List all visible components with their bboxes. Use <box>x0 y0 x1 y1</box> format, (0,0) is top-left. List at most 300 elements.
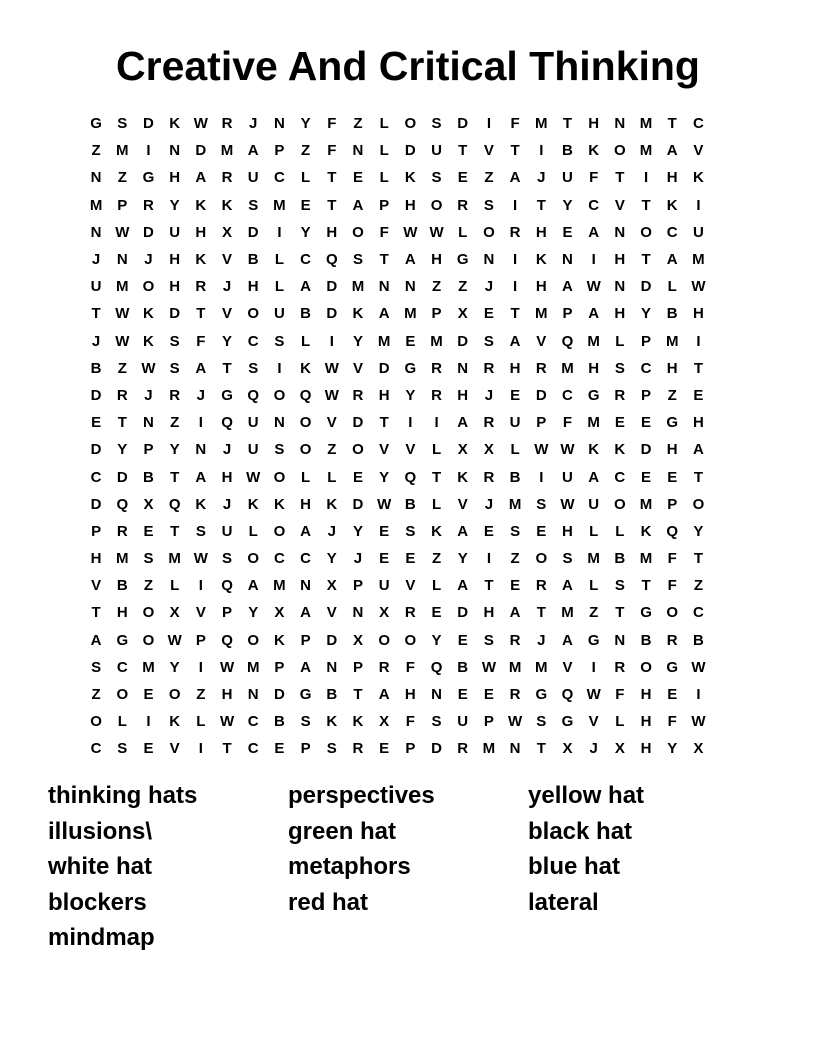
grid-letter: G <box>142 169 155 187</box>
grid-letter: X <box>169 604 180 622</box>
grid-letter: Z <box>117 359 127 377</box>
grid-letter: R <box>483 414 495 432</box>
grid-letter: A <box>90 631 102 649</box>
grid-row <box>83 436 743 463</box>
grid-letter: A <box>588 305 600 323</box>
grid-letter: V <box>326 604 337 622</box>
grid-letter: W <box>246 468 261 486</box>
grid-letter: M <box>561 604 574 622</box>
grid-letter: P <box>562 305 573 323</box>
grid-letter: J <box>144 251 153 269</box>
grid-letter: O <box>404 115 417 133</box>
grid-letter: P <box>300 740 311 758</box>
grid-letter: A <box>378 686 390 704</box>
grid-letter: H <box>535 223 547 241</box>
grid-letter: E <box>510 577 521 595</box>
grid-letter: E <box>143 740 154 758</box>
grid-letter: H <box>300 495 312 513</box>
grid-letter: L <box>301 332 311 350</box>
grid-letter: N <box>614 223 626 241</box>
grid-row <box>83 681 743 708</box>
grid-letter: L <box>431 495 442 513</box>
grid-letter: K <box>169 115 181 133</box>
grid-letter: K <box>352 305 364 323</box>
grid-letter: V <box>91 577 102 595</box>
grid-letter: Y <box>248 604 259 622</box>
grid-letter: M <box>639 115 653 133</box>
grid-letter: E <box>431 604 442 622</box>
grid-letter: T <box>641 196 651 214</box>
grid-letter: R <box>535 359 547 377</box>
grid-letter: E <box>274 740 285 758</box>
grid-letter: R <box>195 278 207 296</box>
grid-letter: G <box>666 658 679 676</box>
grid-letter: M <box>535 305 548 323</box>
grid-letter: D <box>247 223 259 241</box>
grid-letter: D <box>326 278 338 296</box>
grid-letter: F <box>327 115 337 133</box>
grid-letter: Z <box>91 686 101 704</box>
grid-letter: A <box>195 468 207 486</box>
grid-letter: I <box>434 414 439 432</box>
grid-letter: K <box>195 251 207 269</box>
grid-letter: J <box>91 332 101 350</box>
grid-letter: V <box>483 142 494 160</box>
grid-letter: F <box>327 142 337 160</box>
grid-letter: N <box>352 142 364 160</box>
grid-letter: M <box>639 142 653 160</box>
grid-letter: N <box>143 414 154 432</box>
grid-letter: R <box>614 658 626 676</box>
grid-letter: R <box>666 631 678 649</box>
grid-letter: H <box>195 223 207 241</box>
grid-letter: Z <box>301 142 311 160</box>
grid-letter: E <box>457 631 468 649</box>
grid-letter: Q <box>404 468 417 486</box>
grid-letter: Z <box>353 115 363 133</box>
grid-letter: Y <box>352 522 363 540</box>
grid-row <box>83 355 743 382</box>
grid-row <box>83 654 743 681</box>
grid-letter: Z <box>484 169 494 187</box>
grid-letter: J <box>249 115 258 133</box>
grid-letter: M <box>220 142 234 160</box>
grid-letter: U <box>247 441 259 459</box>
grid-letter: S <box>169 332 180 350</box>
grid-letter: W <box>429 223 444 241</box>
grid-letter: F <box>667 713 677 731</box>
grid-letter: S <box>117 115 128 133</box>
grid-letter: O <box>666 604 679 622</box>
grid-letter: Y <box>169 658 180 676</box>
grid-letter: C <box>666 223 678 241</box>
grid-letter: S <box>274 332 285 350</box>
grid-letter: S <box>483 196 494 214</box>
grid-letter: S <box>483 332 494 350</box>
grid-letter: T <box>91 604 101 622</box>
grid-letter: C <box>300 550 312 568</box>
grid-letter: E <box>143 686 154 704</box>
grid-letter: T <box>379 251 389 269</box>
word-list <box>48 778 788 956</box>
grid-letter: T <box>170 522 180 540</box>
grid-letter: S <box>117 740 128 758</box>
grid-letter: P <box>352 577 363 595</box>
grid-letter: H <box>378 386 390 404</box>
grid-letter: O <box>535 550 548 568</box>
grid-letter: Q <box>221 414 233 432</box>
grid-letter: O <box>299 441 312 459</box>
grid-letter: B <box>273 713 285 731</box>
grid-letter: L <box>379 115 389 133</box>
grid-letter: T <box>170 468 180 486</box>
grid-row <box>83 382 743 409</box>
grid-letter: E <box>143 522 154 540</box>
grid-letter: T <box>431 468 442 486</box>
grid-letter: T <box>484 577 494 595</box>
grid-letter: W <box>377 495 392 513</box>
grid-letter: P <box>222 604 233 622</box>
grid-letter: J <box>222 441 232 459</box>
grid-row <box>83 463 743 490</box>
grid-letter: T <box>667 115 677 133</box>
grid-row <box>83 599 743 626</box>
grid-letter: A <box>588 223 600 241</box>
grid-letter: I <box>198 577 203 595</box>
grid-letter: P <box>431 305 442 323</box>
grid-letter: S <box>536 495 547 513</box>
grid-letter: K <box>352 713 364 731</box>
grid-letter: E <box>667 468 678 486</box>
grid-letter: L <box>327 468 337 486</box>
grid-letter: D <box>640 278 652 296</box>
grid-letter: L <box>379 169 389 187</box>
grid-letter: E <box>483 686 494 704</box>
grid-letter: R <box>509 686 521 704</box>
grid-letter: A <box>247 142 259 160</box>
grid-letter: W <box>481 658 496 676</box>
grid-letter: W <box>115 332 130 350</box>
grid-letter: T <box>91 305 101 323</box>
grid-letter: S <box>536 713 547 731</box>
grid-letter: W <box>534 441 549 459</box>
grid-letter: Q <box>561 332 574 350</box>
grid-letter: R <box>143 196 154 214</box>
grid-letter: A <box>300 278 312 296</box>
grid-letter: T <box>510 305 520 323</box>
grid-letter: C <box>300 251 312 269</box>
grid-letter: P <box>117 196 128 214</box>
grid-letter: T <box>327 169 337 187</box>
grid-letter: S <box>483 631 494 649</box>
grid-letter: O <box>116 686 129 704</box>
grid-letter: D <box>143 115 154 133</box>
grid-letter: S <box>431 115 442 133</box>
grid-letter: I <box>277 223 282 241</box>
grid-letter: J <box>144 386 153 404</box>
grid-letter: P <box>91 522 102 540</box>
grid-letter: Z <box>143 577 154 595</box>
grid-letter: T <box>222 359 232 377</box>
grid-letter: S <box>248 359 259 377</box>
grid-letter: A <box>509 604 521 622</box>
grid-letter: V <box>693 142 704 160</box>
grid-letter: I <box>486 115 491 133</box>
grid-letter: N <box>169 142 181 160</box>
grid-letter: T <box>510 142 520 160</box>
grid-letter: X <box>352 631 363 649</box>
grid-letter: C <box>247 713 259 731</box>
grid-letter: U <box>169 223 181 241</box>
grid-row <box>83 409 743 436</box>
grid-letter: X <box>379 713 390 731</box>
grid-letter: D <box>90 386 102 404</box>
grid-letter: M <box>561 359 574 377</box>
grid-letter: S <box>405 522 416 540</box>
grid-letter: U <box>90 278 102 296</box>
grid-letter: M <box>116 550 129 568</box>
grid-letter: C <box>247 332 259 350</box>
grid-letter: O <box>273 386 286 404</box>
grid-letter: E <box>614 414 625 432</box>
grid-letter: K <box>457 468 469 486</box>
grid-row <box>83 246 743 273</box>
grid-letter: U <box>431 142 442 160</box>
grid-letter: E <box>405 332 416 350</box>
grid-letter: G <box>116 631 129 649</box>
grid-letter: N <box>431 686 442 704</box>
grid-letter: K <box>692 169 704 187</box>
grid-letter: N <box>116 251 128 269</box>
word-list-item: illusions\ <box>48 817 153 845</box>
grid-letter: F <box>562 414 573 432</box>
grid-letter: C <box>614 468 626 486</box>
grid-letter: Y <box>405 386 416 404</box>
grid-letter: G <box>561 713 574 731</box>
grid-letter: J <box>537 631 546 649</box>
grid-letter: B <box>666 305 678 323</box>
grid-letter: D <box>457 332 469 350</box>
grid-letter: M <box>430 332 443 350</box>
grid-letter: N <box>562 251 573 269</box>
grid-letter: U <box>509 414 521 432</box>
grid-letter: I <box>146 142 151 160</box>
grid-letter: E <box>562 223 573 241</box>
grid-letter: L <box>379 142 389 160</box>
grid-letter: O <box>614 142 626 160</box>
grid-letter: P <box>483 713 494 731</box>
grid-letter: S <box>431 169 442 187</box>
grid-letter: M <box>587 414 600 432</box>
grid-letter: V <box>195 604 206 622</box>
grid-letter: Q <box>561 686 574 704</box>
grid-letter: V <box>405 577 416 595</box>
grid-letter: L <box>615 713 625 731</box>
grid-letter: R <box>457 196 469 214</box>
grid-letter: L <box>196 713 206 731</box>
grid-letter: X <box>457 305 468 323</box>
grid-letter: U <box>457 713 469 731</box>
grid-row <box>83 735 743 762</box>
grid-letter: V <box>457 495 468 513</box>
grid-letter: I <box>408 414 413 432</box>
grid-letter: S <box>510 522 521 540</box>
grid-letter: L <box>170 577 180 595</box>
grid-letter: R <box>352 386 364 404</box>
grid-letter: D <box>326 305 338 323</box>
grid-letter: R <box>116 522 128 540</box>
grid-letter: A <box>666 142 678 160</box>
grid-letter: Y <box>300 115 311 133</box>
grid-letter: D <box>378 359 390 377</box>
grid-letter: W <box>324 386 339 404</box>
grid-letter: Z <box>458 278 468 296</box>
grid-letter: C <box>588 196 600 214</box>
grid-letter: F <box>667 550 677 568</box>
grid-letter: Y <box>641 305 652 323</box>
grid-letter: B <box>457 658 469 676</box>
grid-letter: P <box>641 332 652 350</box>
grid-letter: X <box>222 223 233 241</box>
grid-letter: E <box>457 686 468 704</box>
grid-letter: O <box>692 495 705 513</box>
grid-letter: K <box>588 441 600 459</box>
grid-letter: W <box>691 713 706 731</box>
grid-letter: T <box>222 740 232 758</box>
grid-letter: U <box>588 495 600 513</box>
grid-row <box>83 627 743 654</box>
grid-letter: F <box>615 686 625 704</box>
grid-letter: G <box>299 686 312 704</box>
grid-row <box>83 192 743 219</box>
word-list-item: metaphors <box>288 853 411 881</box>
grid-letter: H <box>221 686 233 704</box>
grid-letter: N <box>90 169 102 187</box>
grid-letter: U <box>692 223 704 241</box>
grid-letter: N <box>90 223 102 241</box>
grid-letter: D <box>431 740 442 758</box>
grid-letter: O <box>247 631 260 649</box>
grid-letter: P <box>274 142 285 160</box>
grid-letter: K <box>143 332 154 350</box>
grid-letter: E <box>405 550 416 568</box>
grid-letter: N <box>509 740 521 758</box>
grid-letter: V <box>536 332 547 350</box>
grid-letter: V <box>379 441 390 459</box>
grid-letter: H <box>404 686 416 704</box>
grid-letter: M <box>377 332 391 350</box>
grid-letter: C <box>692 115 704 133</box>
grid-letter: S <box>91 658 102 676</box>
grid-letter: R <box>614 386 626 404</box>
grid-letter: H <box>666 169 678 187</box>
grid-letter: M <box>273 196 286 214</box>
grid-letter: H <box>535 278 547 296</box>
grid-letter: P <box>274 658 285 676</box>
grid-letter: W <box>115 305 130 323</box>
grid-letter: Y <box>169 196 180 214</box>
grid-letter: T <box>353 686 363 704</box>
grid-letter: Q <box>325 251 338 269</box>
grid-letter: D <box>352 495 364 513</box>
grid-letter: S <box>143 550 154 568</box>
grid-letter: F <box>510 115 520 133</box>
grid-letter: M <box>246 658 260 676</box>
grid-letter: Y <box>379 468 390 486</box>
grid-letter: L <box>117 713 127 731</box>
grid-letter: Y <box>222 332 233 350</box>
grid-letter: Y <box>169 441 180 459</box>
grid-letter: T <box>536 740 546 758</box>
grid-letter: E <box>352 468 363 486</box>
grid-letter: K <box>143 305 154 323</box>
grid-letter: S <box>326 740 337 758</box>
grid-letter: Q <box>221 577 233 595</box>
grid-letter: A <box>562 278 573 296</box>
grid-letter: L <box>510 441 520 459</box>
grid-letter: Z <box>91 142 101 160</box>
grid-letter: N <box>404 278 416 296</box>
word-list-item: red hat <box>288 888 369 916</box>
grid-letter: W <box>219 658 235 676</box>
grid-letter: S <box>352 251 363 269</box>
grid-letter: K <box>535 251 547 269</box>
grid-letter: E <box>483 305 494 323</box>
word-list-item: yellow hat <box>528 782 645 809</box>
grid-letter: U <box>247 169 259 187</box>
grid-letter: L <box>274 251 284 269</box>
grid-letter: E <box>379 550 390 568</box>
grid-letter: E <box>667 686 678 704</box>
grid-letter: W <box>167 631 182 649</box>
grid-letter: P <box>536 414 547 432</box>
grid-letter: J <box>484 386 494 404</box>
grid-letter: Y <box>117 441 128 459</box>
grid-letter: F <box>405 713 415 731</box>
grid-letter: D <box>116 468 128 486</box>
grid-letter: R <box>535 577 547 595</box>
grid-letter: P <box>143 441 154 459</box>
grid-letter: J <box>353 550 363 568</box>
grid-letter: L <box>667 278 677 296</box>
grid-row <box>83 572 743 599</box>
grid-letter: H <box>404 196 416 214</box>
grid-letter: U <box>221 522 233 540</box>
grid-letter: Q <box>299 386 312 404</box>
grid-letter: M <box>168 550 181 568</box>
grid-letter: R <box>221 169 233 187</box>
grid-letter: H <box>457 386 469 404</box>
grid-letter: X <box>562 740 573 758</box>
grid-row <box>83 164 743 191</box>
grid-letter: A <box>352 196 364 214</box>
grid-letter: T <box>693 359 703 377</box>
grid-letter: J <box>537 169 546 187</box>
grid-letter: M <box>116 142 129 160</box>
grid-letter: O <box>142 278 155 296</box>
grid-letter: N <box>352 604 364 622</box>
grid-letter: A <box>195 359 207 377</box>
grid-letter: P <box>352 658 363 676</box>
grid-letter: I <box>146 713 151 731</box>
grid-letter: I <box>329 332 334 350</box>
grid-letter: B <box>326 686 338 704</box>
grid-letter: W <box>141 359 156 377</box>
grid-letter: X <box>614 740 625 758</box>
grid-row <box>83 110 743 137</box>
grid-letter: O <box>90 713 102 731</box>
grid-row <box>83 545 743 572</box>
